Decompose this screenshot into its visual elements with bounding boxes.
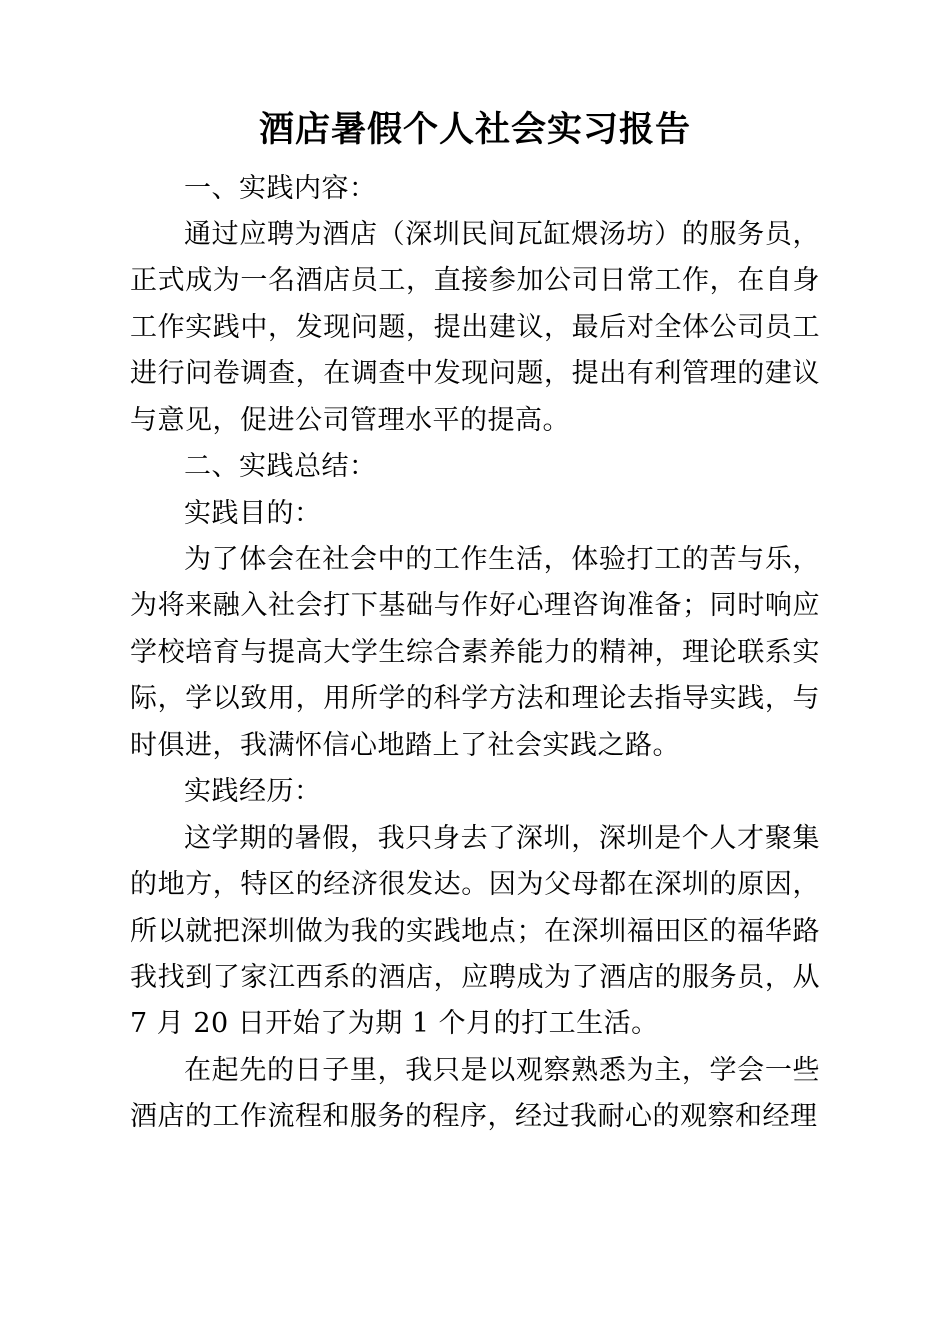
paragraph-purpose-body: 为了体会在社会中的工作生活，体验打工的苦与乐，为将来融入社会打下基础与作好心理咨询准备；同时响应学校培育与提高大学生综合素养能力的精神，理论联系实际，学以致用，用所学的科学方法和理论去指导实践，与时俱进，我满怀信心地踏上了社会实践之路。 [130, 544, 820, 761]
paragraph-section-two-heading: 二、实践总结： [184, 451, 377, 483]
paragraph-practice-content: 通过应聘为酒店（深圳民间瓦缸煨汤坊）的服务员，正式成为一名酒店员工，直接参加公司日常工作，在自身工作实践中，发现问题，提出建议，最后对全体公司员工进行问卷调查，在调查中发现问题，提出有利管理的建议与意见，促进公司管理水平的提高。 [130, 218, 820, 436]
paragraph-experience-body: 这学期的暑假，我只身去了深圳，深圳是个人才聚集的地方，特区的经济很发达。因为父母都在深圳的原因，所以就把深圳做为我的实践地点；在深圳福田区的福华路我找到了家江西系的酒店，应聘成为了酒店的服务员，从 7 月 20 日开始了为期 1 个月的打工生活。 [130, 822, 820, 1040]
paragraph-section-one-heading: 一、实践内容： [184, 172, 377, 204]
paragraph-observation-body: 在起先的日子里，我只是以观察熟悉为主，学会一些酒店的工作流程和服务的程序，经过我耐心的观察和经理 [130, 1054, 820, 1133]
paragraph-experience-heading: 实践经历： [184, 776, 322, 808]
page-title: 酒店暑假个人社会实习报告 [258, 110, 691, 150]
paragraph-purpose-heading: 实践目的： [184, 497, 322, 529]
